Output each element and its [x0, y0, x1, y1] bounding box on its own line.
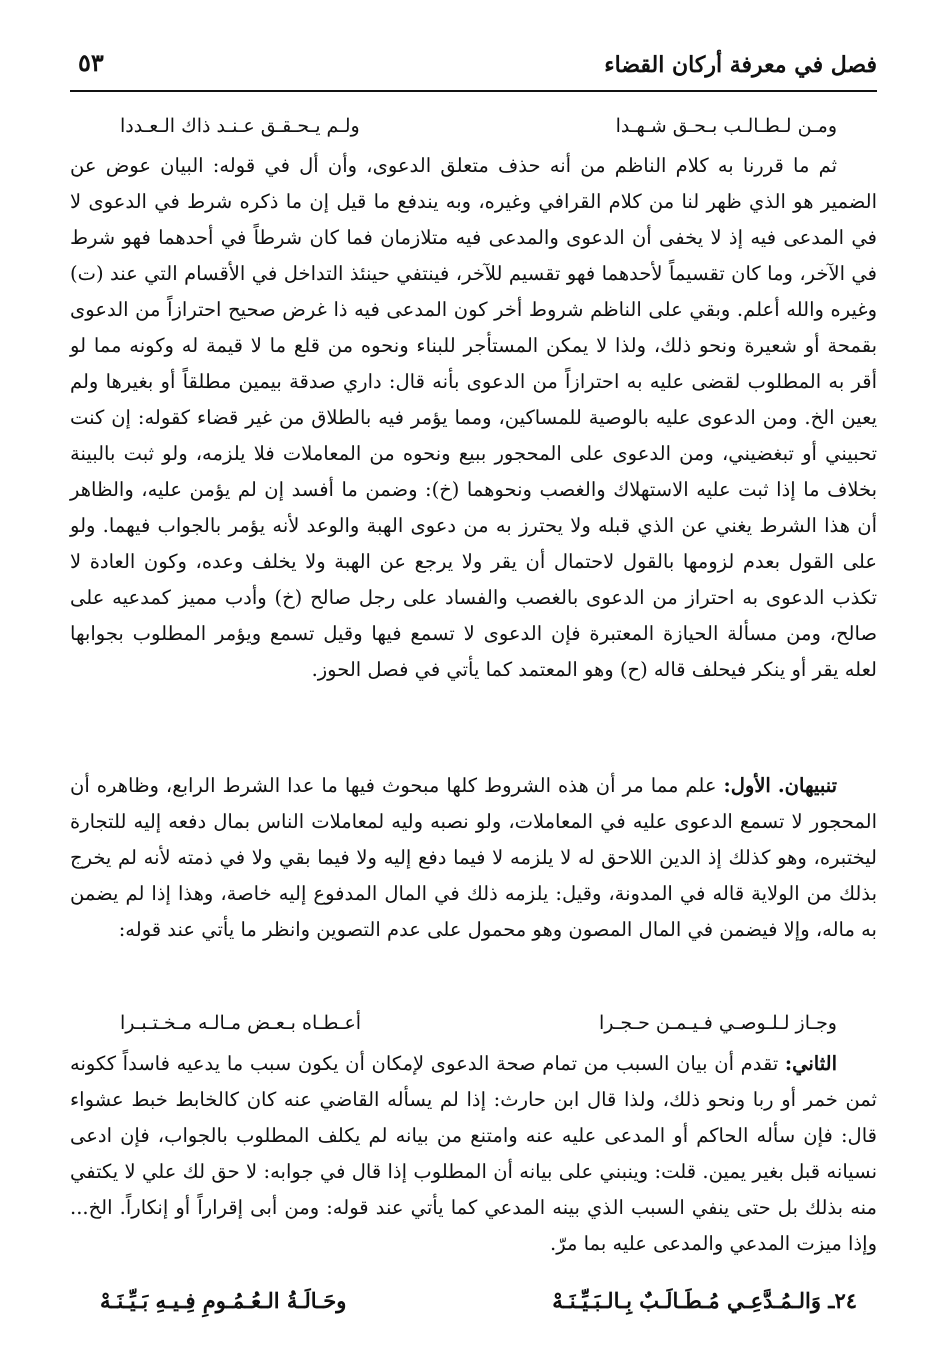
first-note-label: الأول: — [723, 774, 771, 797]
second-note-section — [70, 1046, 877, 1262]
page-header — [70, 40, 877, 92]
paragraph-1-text: ثم ما قررنا به كلام الناظم من أنه حذف متعلق الدعوى، وأن أل في قوله: البيان عوض عن الضمير هو الذي ظهر لنا من كلام القرافي وغيره، وبه يندفع ما قيل إن ما ذكره شرط في الدعوى لا في المدعى فيه إذ لا يخفى أن الدعوى والمدعى فيه متلازمان فما كان شرطاً في أحدهما فهو شرط في الآخر، وما كان تقسيماً لأحدهما فهو تقسيم للآخر، فينتفي حينئذ التداخل في الأقسام التي عند (ت) وغيره والله أعلم. وبقي على الناظم شروط أخر كون المدعى فيه ذا غرض صحيح احترازاً من الدعوى بقمحة أو شعيرة ونحو ذلك، ولذا لا يمكن المستأجر للبناء ونحوه من قلع ما لا قيمة له وكونه مما لو أقر به المطلوب لقضى عليه به احترازاً من الدعوى بأنه قال: داري صدقة بيمين مطلقاً أو بغيرها ولم يعين الخ. ومن الدعوى عليه بالوصية للمساكين، ومما يؤمر فيه بالطلاق من غير قضاء كقوله: إن كنت تحبيني أو تبغضيني، ومن الدعوى على المحجور ببيع ونحوه من المعاملات فلا يلزمه، ولو ثبت بالبينة بخلاف ما إذا ثبت عليه الاستهلاك والغصب ونحوهما (خ): وضمن ما أفسد إن لم يؤمن عليه، والظاهر أن هذا الشرط يغني عن الذي قبله ولا يحترز به من دعوى الهبة والوعد لأنه يؤمر بالجواب فيهما. ولو على القول بعدم لزومها بالقول لاحتمال أن يقر ولا يرجع عن الهبة ولا يخلف وعده، وكون العادة لا تكذب الدعوى به احتراز من الدعوى بالغصب والفساد على رجل صالح (خ) وأدب مميز كمدعيه على صالح، ومن مسألة الحيازة المعتبرة فإن الدعوى لا تسمع فيها وقيل تسمع ويؤمر المطلوب بجوابها لعله يقر أو ينكر فيحلف قاله (ح) وهو المعتمد كما يأتي في فصل الحوز. — [70, 154, 877, 681]
verse-line-2 — [120, 1005, 837, 1041]
tanbihan-section — [70, 768, 877, 948]
verse-1-second-hemistich: ولـم يـحـقـق عـنـد ذاك الـعـددا — [120, 115, 360, 137]
first-note-text: علم مما مر أن هذه الشروط كلها مبحوث فيها ما عدا الشرط الرابع، وظاهره أن المحجور لا تسمع الدعوى عليه في المعاملات، ولو نصبه وليه لمعاملات الناس بمال دفعه إليه للتجارة ليختبره، وهو كذلك إذ الدين اللاحق له لا يلزمه لا فيما دفع إليه ولا فيما بقي ولا في ذمته لأنه لم يخرج بذلك من الولاية قاله في المدونة، وقيل: يلزمه ذلك في المال المدفوع إليه خاصة، وهذا إذا لم يضمن به ماله، وإلا فيضمن في المال المصون وهو محمول على عدم التصوين وانظر ما يأتي عند قوله: — [70, 774, 877, 941]
verse-24 — [100, 1280, 857, 1320]
second-note-paragraph — [70, 1046, 877, 1262]
verse-24-first-hemistich: ٢٤ـ وَالـمُـدَّعِـي مُـطَـالَـبٌ بِـالـبَـيِّـنَـهْ — [552, 1287, 857, 1313]
tanbihan-paragraph — [70, 768, 877, 948]
tanbihan-label: تنبيهان. — [777, 774, 838, 797]
verse-1-first-hemistich: ومـن لـطـالـب بـحـق شـهـدا — [615, 115, 837, 137]
chapter-title: فصل في معرفة أركان القضاء — [604, 52, 877, 78]
commentary-paragraph-1 — [70, 148, 877, 688]
second-note-text: تقدم أن بيان السبب من تمام صحة الدعوى لإمكان أن يكون سبب ما يدعيه فاسداً ككونه ثمن خمر أو ربا ونحو ذلك، ولذا قال ابن حارث: إذا لم يسأله القاضي عنه كان كالخابط خبط عشواء قال: فإن سأله الحاكم أو المدعى عليه عنه وامتنع من بيانه لم يكلف المطلوب بالجواب، فإن ادعى نسيانه قبل بغير يمين. قلت: وينبني على بيانه أن المطلوب إذا قال في جوابه: لا حق لك علي لا يكتفي منه بذلك بل حتى ينفي السبب الذي بينه المدعي كما يأتي عند قوله: ومن أبى إقراراً أو إنكاراً. الخ... وإذا ميزت المدعي والمدعى عليه بما مرّ. — [70, 1052, 877, 1255]
verse-2-second-hemistich: أعـطـاه بـعـض مـالـه مـخـتـبـرا — [120, 1012, 362, 1034]
verse-24-second-hemistich: وحَـالَـةُ الـعُـمُـومِ فِـيـهِ بَـيِّـنَـهْ — [100, 1287, 347, 1313]
verse-2-first-hemistich: وجـاز لـلـوصـي فـيـمـن حـجـرا — [598, 1012, 837, 1034]
second-note-label: الثاني: — [784, 1052, 837, 1075]
verse-line-1 — [120, 108, 837, 144]
page-number: ٥٣ — [78, 48, 104, 77]
